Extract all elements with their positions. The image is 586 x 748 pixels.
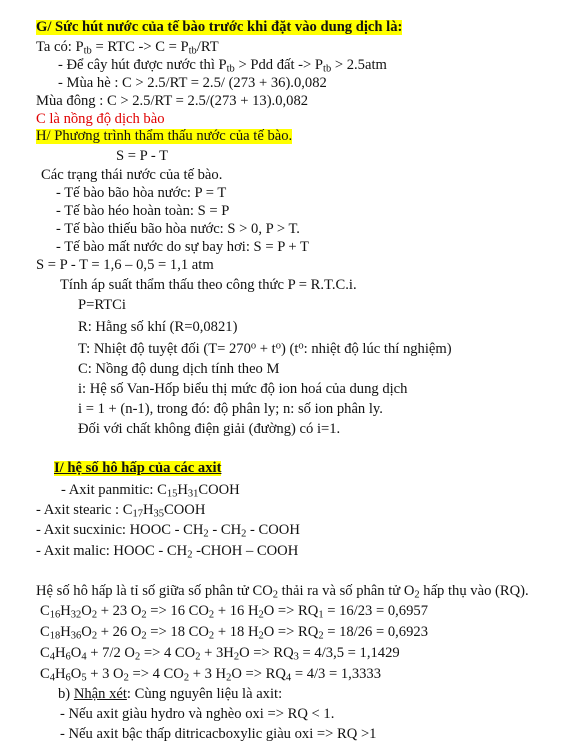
t-temperature: T: Nhiệt độ tuyệt đối $(T= 270^o + t^o)$ ($t^o$: nhiệt độ lúc thí nghiệm) [78,340,452,357]
equation-malic: $C_4H_6O_5 + 3$ $O_2 => 4$ $CO_2 + 3$ $H_2O => RQ_4 = 4/3 = 1,3333$ [40,666,382,684]
taco-line: Ta có: $P_{tb}$ = RTC -> $C = P_{tb}/RT$ [36,39,219,57]
remark-oxygen-rich: - Nếu axit bậc thấp ditricacboxylic giàu oxi => RQ >1 [60,726,377,742]
state-saturated: - Tế bào bão hòa nước: P = T [56,185,227,201]
remark-hydrogen-rich: - Nếu axit giàu hydro và nghèo oxi => RQ < 1. [60,706,335,722]
non-electrolyte-note: Đối với chất không điện giải (đường) có i=1. [78,421,341,437]
acid-palmitic: - Axit panmitic: $C_{15}H_{31}COOH$ [61,482,240,500]
equation-stearic: $C_{18}H_{36}O_2 + 26$ $O_2 => 18$ $CO_2 + 18$ $H_2O => RQ_2 = 18/26 = 0,6923$ [40,624,428,642]
state-wilted: - Tế bào héo hoàn toàn: S = P [56,203,230,219]
c-definition-red: C là nồng độ dịch bào [36,111,165,127]
rq-definition: Hệ số hô hấp là tỉ số giữa số phân tử $CO_2$ thải ra và số phân tử $O_2$ hấp thụ vào (RQ). [36,583,529,601]
state-evaporation: - Tế bào mất nước do sự bay hơi: S = P + T [56,239,309,255]
equation-succinic: $C_4H_6O_4 + 7/2$ $O_2 => 4$ $CO_2 + 3H_2O => RQ_3 = 4/3,5 = 1,1429$ [40,645,400,663]
section-h-heading: H/ Phương trình thẩm thấu nước của tế bào. [36,128,293,144]
section-g-heading: G/ Sức hút nước của tế bào trước khi đặt vào dung dịch là: [36,19,403,35]
c-concentration: C: Nồng độ dung dịch tính theo M [78,361,280,377]
remark-title: b) Nhận xét: Cùng nguyên liệu là axit: [58,686,283,702]
states-title: Các trạng thái nước của tế bào. [41,167,223,183]
section-i-heading: I/ hệ số hô hấp của các axit [54,460,222,476]
page-edge-mark [283,0,307,3]
i-vanthoff: i: Hệ số Van-Hốp biểu thị mức độ ion hoá của dung dịch [78,381,408,397]
acid-stearic: - Axit stearic : $C_{17}H_{35}COOH$ [36,502,206,520]
osmotic-formula-intro: Tính áp suất thẩm thấu theo công thức P = R.T.C.i. [60,277,357,293]
i-formula: i = 1 + (n-1), trong đó: độ phân ly; n: số ion phân ly. [78,401,383,417]
acid-succinic: - Axit sucxinic: HOOC - $CH_2 - CH_2$ - COOH [36,522,300,540]
state-unsaturated: - Tế bào thiếu bão hòa nước: S > 0, P > T. [56,221,300,237]
r-constant: R: Hằng số khí (R=0,0821) [78,319,238,335]
winter-line: Mùa đông : C > 2.5/RT = 2.5/(273 + 13).0,082 [36,93,309,109]
equation-palmitic: $C_{16}H_{32}O_2 + 23$ $O_2 => 16$ $CO_2 + 16$ $H_2O => RQ_1 = 16/23 = 0,6957$ [40,603,428,621]
acid-malic: - Axit malic: HOOC - $CH_2$ -CHOH – COOH [36,543,299,561]
spt-calculation: S = P - T = 1,6 – 0,5 = 1,1 atm [36,257,214,273]
summer-line: - Mùa hè : C > 2.5/RT = 2.5/ (273 + 36).0,082 [58,75,327,91]
condition-line: - Để cây hút được nước thì $P_{tb}$ > Pdd đất -> $P_{tb} > 2.5atm$ [58,57,387,75]
spt-formula: S = P - T [116,148,169,164]
prtci-formula: P=RTCi [78,297,126,313]
